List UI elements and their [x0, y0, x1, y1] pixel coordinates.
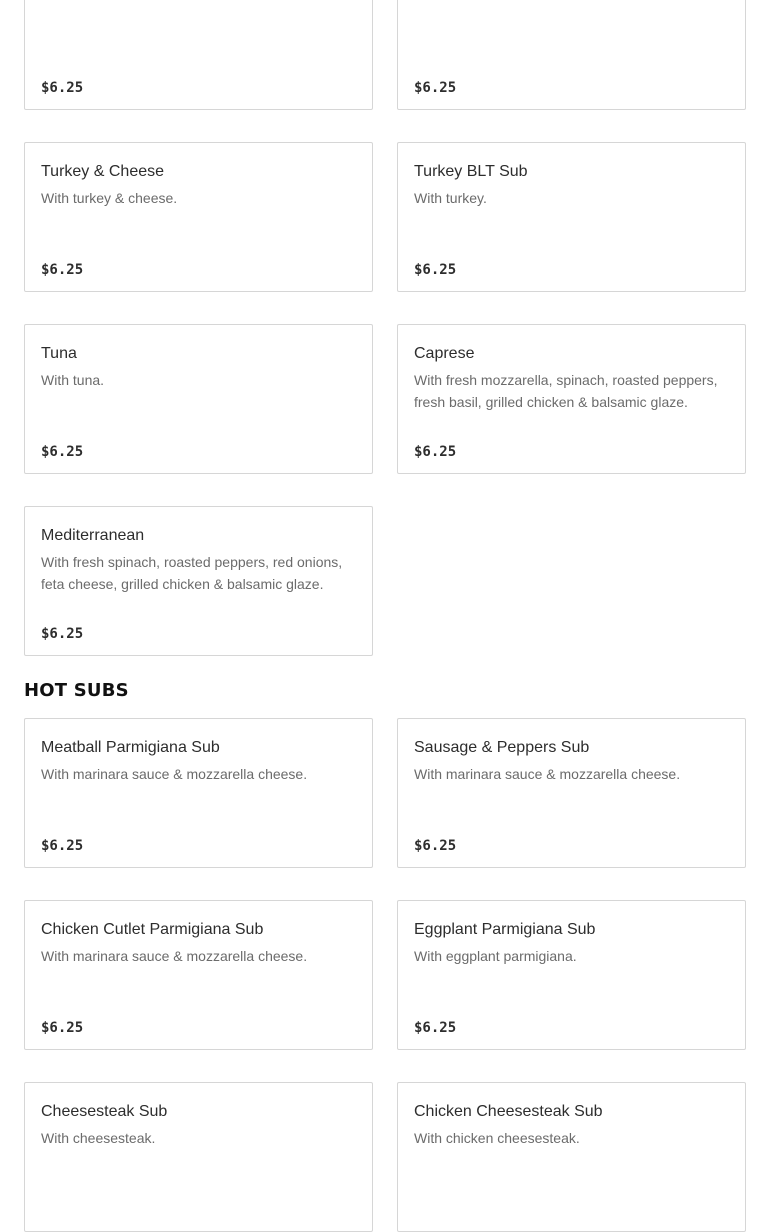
cold-subs-grid [24, 0, 746, 656]
item-price: $6.25 [41, 80, 84, 96]
item-name: Chicken Cutlet Parmigiana Sub [41, 921, 264, 938]
menu-item-card-chicken-cutlet-parmigiana-sub[interactable] [24, 900, 373, 1050]
item-description: With marinara sauce & mozzarella cheese. [41, 766, 308, 782]
menu-item-card-tuna[interactable] [24, 324, 373, 474]
menu-item-card-chicken-cheesesteak-sub[interactable] [397, 1082, 746, 1232]
section-title-hot-subs: HOT SUBS [24, 680, 129, 701]
item-description: With cheesesteak. [41, 1130, 156, 1146]
hot-subs-grid [24, 718, 746, 1232]
menu-item-card-mediterranean[interactable] [24, 506, 373, 656]
menu-item-card-meatball-parmigiana-sub[interactable] [24, 718, 373, 868]
item-description: With turkey. [414, 190, 487, 206]
item-name: Cheesesteak Sub [41, 1103, 168, 1120]
item-price: $6.25 [414, 262, 457, 278]
menu-item-card-sausage-peppers-sub[interactable] [397, 718, 746, 868]
item-price: $6.25 [414, 838, 457, 854]
item-price: $6.25 [41, 1020, 84, 1036]
menu-item-card[interactable] [24, 0, 373, 110]
item-description: With tuna. [41, 372, 105, 388]
item-price: $6.25 [41, 444, 84, 460]
menu-page [24, 0, 746, 1232]
item-description: With fresh spinach, roasted peppers, red onions, feta cheese, grilled chicken & balsamic glaze. [41, 554, 343, 592]
item-price: $6.25 [41, 626, 84, 642]
item-name: Eggplant Parmigiana Sub [414, 921, 596, 938]
item-price: $6.25 [414, 444, 457, 460]
item-description: With marinara sauce & mozzarella cheese. [414, 766, 681, 782]
item-name: Tuna [41, 345, 77, 362]
menu-item-card-turkey-blt-sub[interactable] [397, 142, 746, 292]
item-description: With chicken cheesesteak. [414, 1130, 580, 1146]
menu-item-card-eggplant-parmigiana-sub[interactable] [397, 900, 746, 1050]
item-name: Turkey BLT Sub [414, 163, 528, 180]
item-name: Mediterranean [41, 527, 145, 544]
menu-item-card-cheesesteak-sub[interactable] [24, 1082, 373, 1232]
item-name: Caprese [414, 345, 475, 362]
menu-item-card[interactable] [397, 0, 746, 110]
item-name: Sausage & Peppers Sub [414, 739, 590, 756]
menu-item-card-turkey-cheese[interactable] [24, 142, 373, 292]
item-price: $6.25 [414, 80, 457, 96]
item-description: With turkey & cheese. [41, 190, 178, 206]
item-name: Chicken Cheesesteak Sub [414, 1103, 603, 1120]
item-price: $6.25 [41, 262, 84, 278]
menu-item-card-caprese[interactable] [397, 324, 746, 474]
item-price: $6.25 [414, 1020, 457, 1036]
item-description: With eggplant parmigiana. [414, 948, 577, 964]
item-price: $6.25 [41, 838, 84, 854]
item-name: Turkey & Cheese [41, 163, 165, 180]
item-name: Meatball Parmigiana Sub [41, 739, 220, 756]
item-description: With fresh mozzarella, spinach, roasted peppers, fresh basil, grilled chicken & balsamic glaze. [414, 372, 718, 410]
item-description: With marinara sauce & mozzarella cheese. [41, 948, 308, 964]
